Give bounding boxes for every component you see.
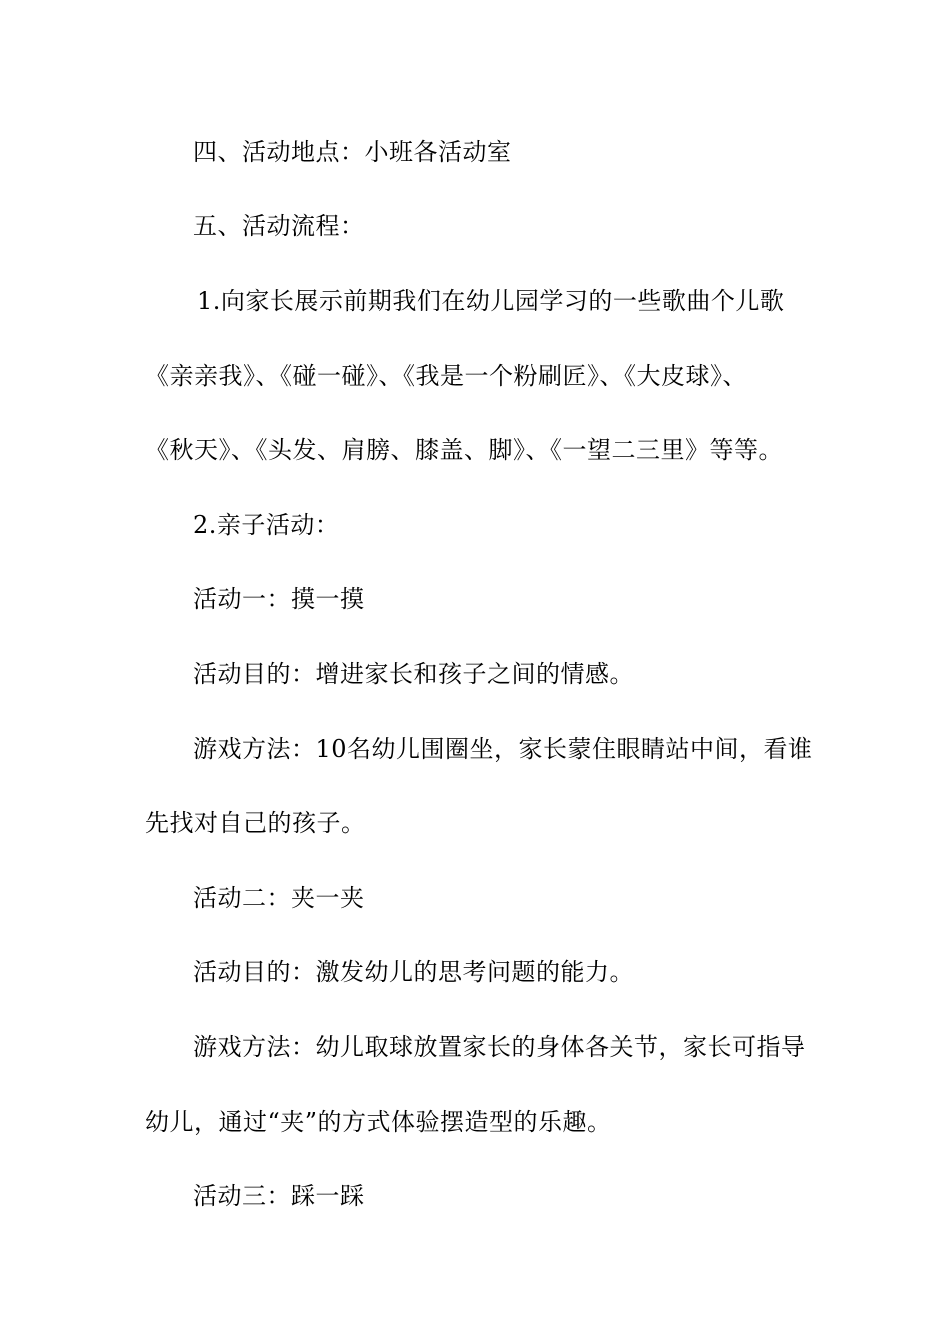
activity-2-goal: 活动目的：激发幼儿的思考问题的能力。 <box>193 958 634 986</box>
activity-3-title: 活动三：踩一踩 <box>193 1182 365 1210</box>
activity-2-method-line-1: 游戏方法：幼儿取球放置家长的身体各关节，家长可指导 <box>193 1033 806 1061</box>
activity-1-goal: 活动目的：增进家长和孩子之间的情感。 <box>193 660 634 688</box>
section-5-process: 五、活动流程： <box>193 212 365 240</box>
item-1-line-1: 1.向家长展示前期我们在幼儿园学习的一些歌曲个儿歌 <box>197 287 785 315</box>
section-4-location: 四、活动地点：小班各活动室 <box>193 138 512 166</box>
activity-1-title: 活动一：摸一摸 <box>193 585 365 613</box>
activity-2-title: 活动二：夹一夹 <box>193 884 365 912</box>
activity-1-method-line-1: 游戏方法：10名幼儿围圈坐，家长蒙住眼睛站中间，看谁 <box>193 735 813 763</box>
item-1-line-3: 《秋天》、《头发、肩膀、膝盖、脚》、《一望二三里》等等。 <box>145 436 783 464</box>
item-1-line-2: 《亲亲我》、《碰一碰》、《我是一个粉刷匠》、《大皮球》、 <box>145 362 747 390</box>
activity-1-method-line-2: 先找对自己的孩子。 <box>145 809 366 837</box>
activity-2-method-line-2: 幼儿，通过“夹”的方式体验摆造型的乐趣。 <box>145 1108 612 1136</box>
item-2-heading: 2.亲子活动： <box>193 511 340 539</box>
